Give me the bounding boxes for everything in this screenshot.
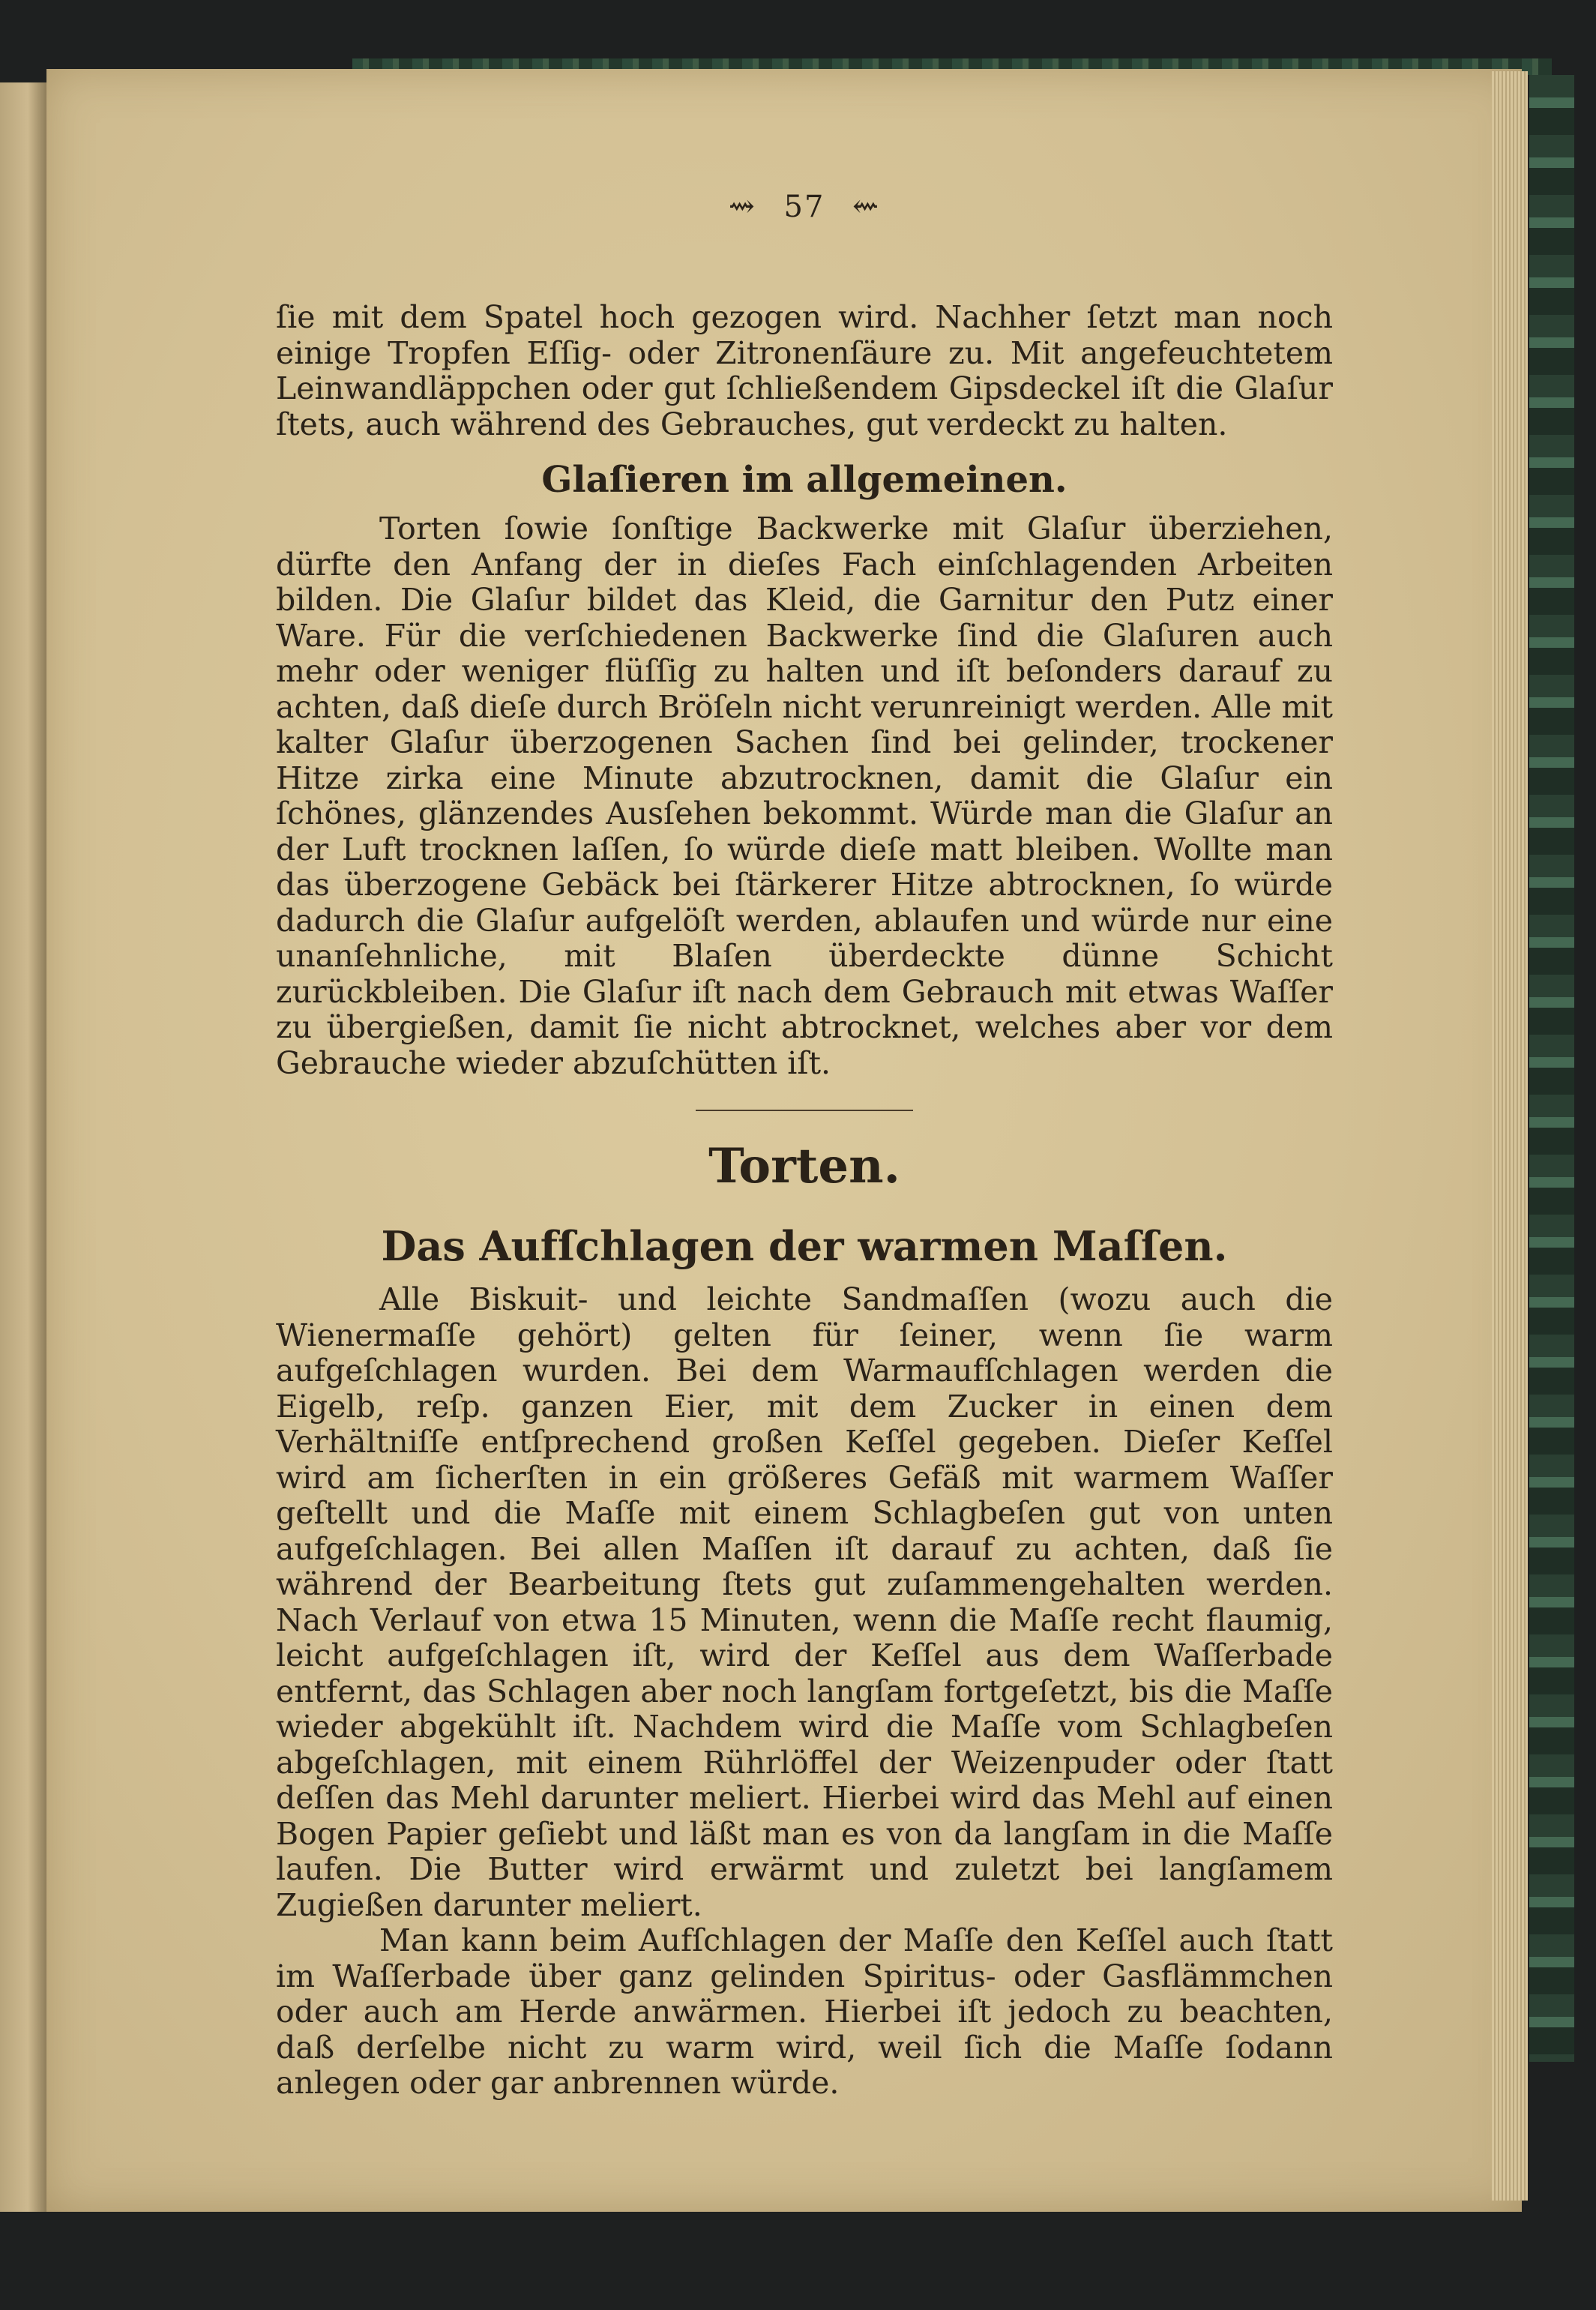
ornament-right-icon: ⇜ [852, 187, 881, 224]
section-heading-glasieren: Glaſieren im allgemeinen. [541, 459, 1067, 501]
page-number: 57 [783, 190, 825, 224]
ornament-left-icon: ⇝ [728, 187, 756, 224]
cover-board-right [1529, 75, 1574, 2062]
page-header [276, 187, 1333, 224]
section-glasieren-body [276, 511, 1333, 1081]
section-glasieren-text: Torten ſowie ſonſtige Backwerke mit Glaſur überziehen, dürfte den Anfang der in dieſes Fach einſchlagenden Arbeiten bilden. Die Glaſur bildet das Kleid, die Garnitur den Putz einer Ware. Für die verſchiedenen Backwerke ſind die Glaſuren auch mehr oder weniger flüſſig zu halten und iſt beſonders darauf zu achten, daß dieſe durch Bröſeln nicht verunreinigt werden. Alle mit kalter Glaſur überzogenen Sachen ſind bei gelinder, trockener Hitze zirka eine Minute abzutrocknen, damit die Glaſur ein ſchönes, glänzendes Ausſehen bekommt. Würde man die Glaſur an der Luft trocknen laſſen, ſo würde dieſe matt bleiben. Wollte man das überzogene Gebäck bei ſtärkerer Hitze abtrocknen, ſo würde dadurch die Glaſur aufgelöſt werden, ablaufen und würde nur eine unanſehnliche, mit Blaſen überdeckte dünne Schicht zurückbleiben. Die Glaſur iſt nach dem Gebrauch mit etwas Waſſer zu übergießen, damit ſie nicht abtrocknet, welches aber vor dem Gebrauche wieder abzuſchütten iſt. [276, 511, 1333, 1081]
chapter-title: Torten. [708, 1138, 900, 1194]
section-aufschlagen-para-1: Alle Biskuit- und leichte Sandmaſſen (wozu auch die Wienermaſſe gehört) gelten für ſeiner, wenn ſie warm aufgeſchlagen wurden. Bei dem Warmaufſchlagen werden die Eigelb, reſp. ganzen Eier, mit dem Zucker in einen dem Verhältniſſe entſprechend großen Keſſel gegeben. Dieſer Keſſel wird am ſicherſten in ein größeres Gefäß mit warmem Waſſer geſtellt und die Maſſe mit einem Schlagbeſen gut von unten aufgeſchlagen. Bei allen Maſſen iſt darauf zu achten, daß ſie während der Bearbeitung ſtets gut zuſammengehalten werden. Nach Verlauf von etwa 15 Minuten, wenn die Maſſe recht flaumig, leicht aufgeſchlagen iſt, wird der Keſſel aus dem Waſſerbade entfernt, das Schlagen aber noch langſam fortgeſetzt, bis die Maſſe wieder abgekühlt iſt. Nachdem wird die Maſſe vom Schlagbeſen abgeſchlagen, mit einem Rührlöffel der Weizenpuder oder ſtatt deſſen das Mehl darunter meliert. Hierbei wird das Mehl auf einen Bogen Papier geſiebt und läßt man es von da langſam in die Maſſe laufen. Die Butter wird erwärmt und zuletzt bei langſamem Zugießen darunter meliert. [276, 1281, 1333, 1923]
section-heading-aufschlagen: Das Aufſchlagen der warmen Maſſen. [381, 1222, 1228, 1270]
section-aufschlagen-body [276, 1282, 1333, 2102]
intro-paragraph [276, 300, 1333, 442]
divider-rule [696, 1110, 913, 1111]
page-edges [1492, 71, 1528, 2201]
facing-page-edge [0, 82, 46, 2212]
section-aufschlagen-para-2: Man kann beim Aufſchlagen der Maſſe den Keſſel auch ſtatt im Waſſerbade über ganz gelinden Spiritus- oder Gasflämmchen oder auch am Herde anwärmen. Hierbei iſt jedoch zu beachten, daß derſelbe nicht zu warm wird, weil ſich die Maſſe ſodann anlegen oder gar anbrennen würde. [276, 1922, 1333, 2101]
intro-text: ſie mit dem Spatel hoch gezogen wird. Nachher ſetzt man noch einige Tropfen Eſſig- oder Zitronenſäure zu. Mit angefeuchtetem Leinwandläppchen oder gut ſchließendem Gipsdeckel iſt die Glaſur ſtets, auch während des Gebrauches, gut verdeckt zu halten. [276, 299, 1333, 442]
